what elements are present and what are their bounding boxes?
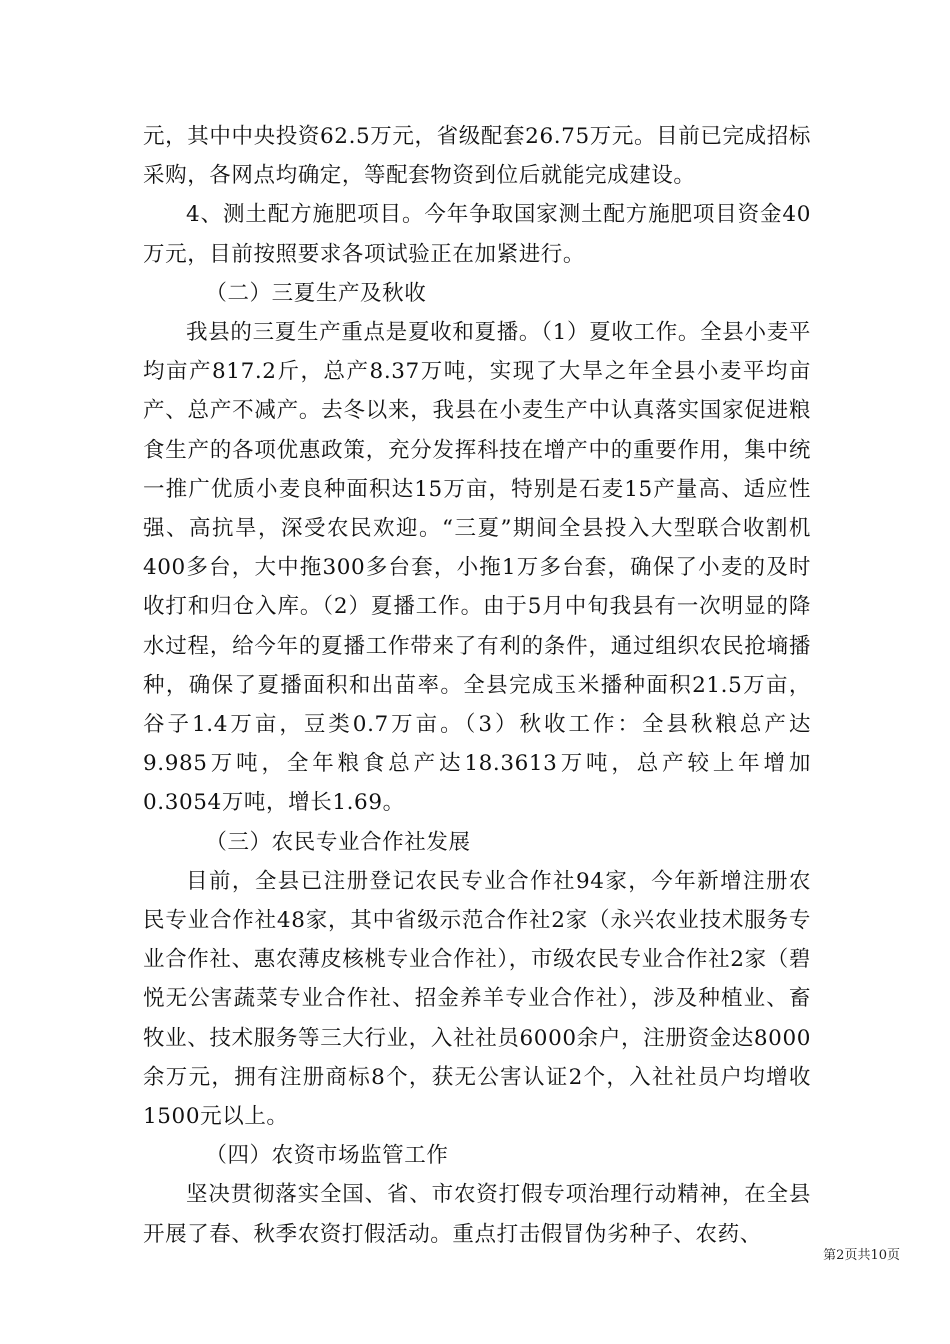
- paragraph-market-supervision: 坚决贯彻落实全国、省、市农资打假专项治理行动精神，在全县开展了春、秋季农资打假活动。重点打击假冒伪劣种子、农药、: [143, 1182, 811, 1247]
- paragraph-soil-testing-project: 4、测土配方施肥项目。今年争取国家测土配方施肥项目资金40万元，目前按照要求各项试验正在加紧进行。: [143, 202, 811, 267]
- paragraph-summer-harvest: 我县的三夏生产重点是夏收和夏播。（1）夏收工作。全县小麦平均亩产817.2斤，总产8.37万吨，实现了大旱之年全县小麦平均亩产、总产不减产。去冬以来，我县在小麦生产中认真落实国家促进粮食生产的各项优惠政策，充分发挥科技在增产中的重要作用，集中统一推广优质小麦良种面积达15万亩，特别是石麦15产量高、适应性强、高抗旱，深受农民欢迎。“三夏”期间全县投入大型联合收割机400多台，大中拖300多台套，小拖1万多台套，确保了小麦的及时收打和归仓入库。（2）夏播工作。由于5月中旬我县有一次明显的降水过程，给今年的夏播工作带来了有利的条件，通过组织农民抢墒播种，确保了夏播面积和出苗率。全县完成玉米播种面积21.5万亩，谷子1.4万亩，豆类0.7万亩。（3）秋收工作：全县秋粮总产达9.985万吨，全年粮食总产达18.3613万吨，总产较上年增加0.3054万吨，增长1.69。: [143, 320, 811, 816]
- paragraph-cooperatives: 目前，全县已注册登记农民专业合作社94家，今年新增注册农民专业合作社48家，其中省级示范合作社2家（永兴农业技术服务专业合作社、惠农薄皮核桃专业合作社），市级农民专业合作社2家（碧悦无公害蔬菜专业合作社、招金养羊专业合作社），涉及种植业、畜牧业、技术服务等三大行业，入社社员6000余户，注册资金达8000余万元，拥有注册商标8个，获无公害认证2个，入社社员户均增收1500元以上。: [143, 868, 811, 1130]
- page-number-footer: 第2页共10页: [823, 1248, 900, 1263]
- section-heading-market-supervision: （四）农资市场监管工作: [205, 1143, 449, 1169]
- paragraph-funding-continuation: 元，其中中央投资62.5万元，省级配套26.75万元。目前已完成招标采购，各网点均确定，等配套物资到位后就能完成建设。: [143, 124, 811, 189]
- section-heading-cooperatives: （三）农民专业合作社发展: [205, 829, 471, 855]
- document-body: [143, 117, 811, 1254]
- section-heading-summer-harvest: （二）三夏生产及秋收: [205, 280, 427, 306]
